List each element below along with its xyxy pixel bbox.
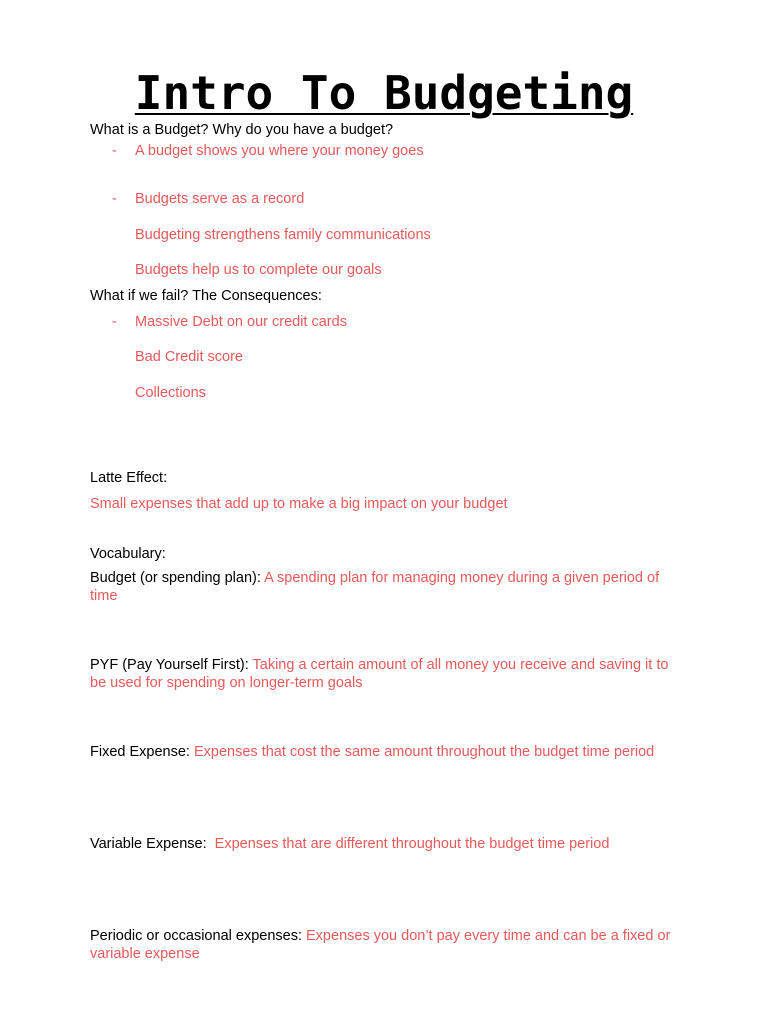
- latte-effect-label: Latte Effect:: [90, 470, 168, 486]
- consequence-2: Bad Credit score: [135, 349, 243, 365]
- vocab-entry-variable-expense: [90, 835, 609, 853]
- latte-effect-definition: Small expenses that add up to make a big impact on your budget: [90, 496, 508, 512]
- bullet-dash: -: [112, 314, 117, 330]
- budget-reason-3: Budgeting strengthens family communications: [135, 227, 431, 243]
- vocab-term: PYF (Pay Yourself First):: [90, 657, 253, 673]
- vocab-definition: A spending plan for managing money during a given period of time: [90, 570, 660, 604]
- budget-reason-1: A budget shows you where your money goes: [135, 143, 424, 159]
- budget-question: What is a Budget? Why do you have a budget?: [90, 122, 394, 138]
- vocab-entry-budget: [90, 569, 682, 605]
- consequences-question: What if we fail? The Consequences:: [90, 288, 322, 304]
- page-title: Intro To Budgeting: [134, 66, 634, 120]
- vocab-entry-pyf: [90, 656, 682, 692]
- vocab-term: Fixed Expense:: [90, 744, 194, 760]
- vocab-definition: Expenses that are different throughout the budget time period: [214, 836, 610, 852]
- vocab-definition: Expenses you don’t pay every time and can be a fixed or variable expense: [90, 928, 671, 962]
- vocab-entry-fixed-expense: [90, 743, 654, 761]
- vocab-term: Variable Expense:: [90, 836, 215, 852]
- budget-reason-4: Budgets help us to complete our goals: [135, 262, 382, 278]
- consequence-3: Collections: [135, 385, 206, 401]
- vocabulary-heading: Vocabulary:: [90, 546, 166, 562]
- vocab-definition: Expenses that cost the same amount throughout the budget time period: [193, 744, 655, 760]
- bullet-dash: -: [112, 191, 117, 207]
- vocab-entry-periodic-expense: [90, 927, 682, 963]
- budget-reason-2: Budgets serve as a record: [135, 191, 305, 207]
- vocab-term: Periodic or occasional expenses:: [90, 928, 307, 944]
- bullet-dash: -: [112, 143, 117, 159]
- vocab-definition: Taking a certain amount of all money you receive and saving it to be used for spending on longer-term goals: [90, 657, 669, 691]
- consequence-1: Massive Debt on our credit cards: [135, 314, 347, 330]
- vocab-term: Budget (or spending plan):: [90, 570, 265, 586]
